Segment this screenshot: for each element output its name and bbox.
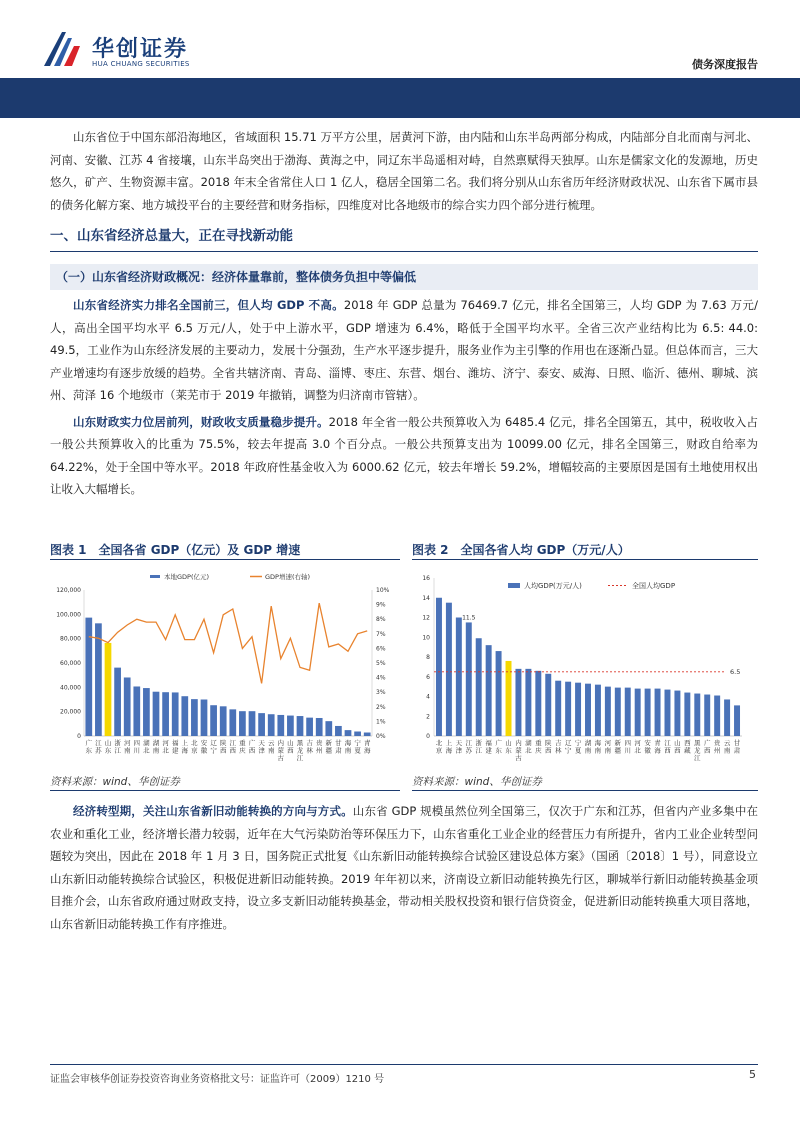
bar-内蒙古 — [277, 715, 284, 736]
x-tick-label: 湖北 — [143, 739, 150, 755]
x-tick-label: 海南 — [344, 739, 352, 755]
bar-重庆 — [239, 711, 246, 736]
x-tick-label: 天津 — [258, 739, 265, 755]
bar-河北 — [162, 692, 169, 736]
logo-mark-icon — [40, 28, 84, 68]
x-tick-label: 湖北 — [525, 739, 532, 755]
paragraph-lead: 山东财政实力位居前列，财政收支质量稳步提升。 — [73, 414, 329, 429]
bar-陕西 — [220, 706, 227, 736]
figure1-caption: 图表 1 全国各省 GDP（亿元）及 GDP 增速 — [50, 540, 400, 560]
subsection-heading: （一）山东省经济财政概况：经济体量靠前，整体债务负担中等偏低 — [50, 264, 758, 290]
y2-tick-label: 10% — [376, 587, 390, 594]
x-tick-label: 四川 — [133, 739, 141, 755]
bar-湖北 — [525, 669, 531, 736]
x-tick-label: 内蒙古 — [277, 739, 285, 762]
x-tick-label: 江西 — [664, 739, 671, 755]
bar-青海 — [364, 733, 371, 736]
y-tick-label: 0 — [77, 733, 81, 740]
bar-青海 — [655, 689, 661, 736]
bar-湖南 — [585, 684, 591, 736]
x-tick-label: 河南 — [604, 739, 612, 755]
y2-tick-label: 7% — [376, 630, 386, 638]
y-tick-label: 6 — [426, 673, 430, 681]
figure2-caption: 图表 2 全国各省人均 GDP（万元/人） — [412, 540, 758, 560]
x-tick-label: 海南 — [594, 739, 602, 755]
x-tick-label: 广东 — [85, 739, 93, 755]
bar-北京 — [191, 699, 198, 736]
bar-吉林 — [306, 718, 313, 736]
bar-天津 — [456, 618, 462, 737]
bar-山西 — [674, 691, 680, 736]
bar-山东 — [105, 643, 112, 736]
y-tick-label: 0 — [426, 733, 430, 740]
x-tick-label: 河北 — [634, 739, 641, 755]
bar-四川 — [133, 686, 140, 736]
footer-license: 证监会审核华创证券投资咨询业务资格批文号：证监许可（2009）1210 号 — [50, 1074, 385, 1085]
y2-tick-label: 8% — [376, 616, 386, 624]
x-tick-label: 天津 — [455, 739, 463, 755]
company-logo — [40, 26, 210, 70]
paragraph-gdp — [50, 294, 758, 407]
x-tick-label: 宁夏 — [574, 739, 582, 755]
x-tick-label: 安徽 — [200, 739, 208, 755]
bar-甘肃 — [335, 726, 342, 736]
bar-上海 — [446, 603, 452, 736]
bar-四川 — [625, 688, 631, 736]
national-average-label: 6.5 — [730, 667, 741, 676]
bar-黑龙江 — [694, 694, 700, 736]
legend-label-growth: GDP增速(右轴) — [265, 573, 311, 581]
section-heading: 一、山东省经济总量大，正在寻找新动能 — [50, 222, 758, 252]
x-tick-label: 吉林 — [306, 739, 313, 755]
bar-新疆 — [325, 721, 332, 736]
y-tick-label: 16 — [422, 575, 430, 582]
figure1-rule — [50, 790, 400, 791]
page-number: 5 — [749, 1068, 756, 1081]
bar-宁夏 — [575, 683, 581, 736]
bar-辽宁 — [565, 682, 571, 736]
legend-label-per-capita: 人均GDP(万元/人) — [524, 582, 582, 590]
y-tick-label: 60,000 — [60, 660, 81, 667]
paragraph-text: 山东省 GDP 规模虽然位列全国第三，仅次于广东和江苏，但省内产业多集中在农业和重化工业，经济增长潜力较弱，近年在大气污染防治等环保压力下，山东省重化工业企业的经营压力有所提升，省内工业企业转型问题较为突出，因此在 2018 年 1 月 3 日，国务院正式批复《山东新旧动能转换综合试验区建设总体方案》（国函〔2018〕1 号），同意设立山东新旧动能转换综合试验区，积极促进新旧动能转换。2019 年年初以来，济南设立新旧动能转换先行区，聊城举行新旧动能转换基金项目推介会，山东省政府通过财政支持，设立多支新旧动能转换基金，带动相关股权投资和银行信贷资金，促进新旧动能转换重大项目落地，山东省新旧动能转换工作有序推进。 — [50, 804, 758, 931]
y2-tick-label: 6% — [376, 645, 386, 653]
x-tick-label: 浙江 — [475, 739, 482, 755]
x-tick-label: 新疆 — [614, 739, 622, 755]
gdp-chart — [50, 564, 400, 770]
y2-tick-label: 3% — [376, 689, 386, 697]
intro-paragraph: 山东省位于中国东部沿海地区，省域面积 15.71 万平方公里，居黄河下游，由内陆和山东半岛两部分构成，内陆部分自北而南与河北、河南、安徽、江苏 4 省接壤，山东半岛突出于渤海、黄海之中，同辽东半岛遥相对峙，自然禀赋得天独厚。山东是儒家文化的发源地，历史悠久，矿产、生物资源丰富。2018 年末全省常住人口 1 亿人，稳居全国第二名。我们将分别从山东省历年经济财政状况、山东省下属市县的债务化解方案、地方城投平台的主要经营和财务指标，四维度对比各地级市的综合实力四个部分进行梳理。 — [50, 130, 758, 212]
main-content — [50, 126, 758, 501]
y2-tick-label: 1% — [376, 718, 386, 726]
bar-海南 — [345, 730, 352, 736]
x-tick-label: 陕西 — [545, 739, 552, 755]
bar-浙江 — [476, 638, 482, 736]
y-tick-label: 14 — [422, 594, 430, 602]
bar-重庆 — [535, 671, 541, 736]
y-tick-label: 8 — [426, 654, 430, 661]
x-tick-label: 安徽 — [644, 739, 651, 755]
x-tick-label: 河南 — [123, 739, 131, 755]
paragraph-transition — [50, 800, 758, 935]
bar-江苏 — [95, 623, 102, 736]
x-tick-label: 广西 — [248, 739, 256, 755]
x-tick-label: 福建 — [171, 739, 179, 755]
bar-福建 — [172, 692, 179, 736]
y-tick-label: 40,000 — [60, 684, 81, 692]
y-tick-label: 12 — [422, 614, 430, 622]
legend-swatch-gdp — [150, 575, 160, 578]
x-tick-label: 贵州 — [713, 739, 721, 755]
x-tick-label: 江苏 — [465, 739, 473, 755]
x-tick-label: 江苏 — [95, 739, 102, 755]
bar-湖北 — [143, 688, 150, 736]
x-tick-label: 黑龙江 — [694, 739, 701, 762]
x-tick-label: 重庆 — [535, 739, 542, 755]
y2-tick-label: 5% — [376, 660, 386, 667]
bar-上海 — [181, 696, 188, 736]
y2-tick-label: 4% — [376, 674, 386, 682]
chart1-legend — [150, 572, 310, 581]
x-tick-label: 新疆 — [325, 739, 333, 755]
bar-江苏 — [466, 622, 472, 736]
bar-云南 — [724, 699, 730, 736]
x-tick-label: 贵州 — [315, 739, 323, 755]
x-tick-label: 山东 — [104, 739, 112, 755]
bar-江西 — [229, 709, 236, 736]
paragraph-text: 2018 年全省一般公共预算收入为 6485.4 亿元，排名全国第五，其中，税收收入占一般公共预算收入的比重为 75.5%，较去年提高 3.0 个百分点。一般公共预算支出为 10099.00 亿元，排名全国第三，财政自给率为 64.22%，处于全国中等水平。2018 年政府性基金收入为 6000.62 亿元，较去年增长 59.2%，增幅较高的主要原因是国有土地使用权出让收入大幅增长。 — [50, 414, 759, 496]
bar-黑龙江 — [297, 716, 304, 736]
chart2-legend — [508, 581, 675, 590]
y-tick-label: 2 — [426, 713, 430, 721]
x-tick-label: 辽宁 — [564, 739, 572, 755]
bar-安徽 — [645, 689, 651, 736]
x-tick-label: 上海 — [181, 739, 189, 755]
legend-label-national: 全国人均GDP — [632, 582, 676, 590]
bar-甘肃 — [734, 705, 740, 736]
x-tick-label: 吉林 — [554, 739, 562, 755]
x-tick-label: 甘肃 — [733, 739, 741, 755]
legend-swatch-per-capita — [508, 583, 520, 588]
y2-tick-label: 0% — [376, 733, 386, 740]
footer-rule — [50, 1064, 758, 1065]
y2-tick-label: 2% — [376, 703, 386, 711]
y-tick-label: 10 — [422, 634, 430, 642]
y-tick-label: 4 — [426, 693, 430, 701]
bar-内蒙古 — [515, 669, 521, 736]
x-tick-label: 北京 — [191, 739, 198, 755]
x-tick-label: 广东 — [495, 739, 502, 755]
bar-贵州 — [714, 696, 720, 736]
x-tick-label: 浙江 — [114, 739, 121, 755]
x-tick-label: 内蒙古 — [515, 739, 522, 762]
paragraph-lead: 山东省经济实力排名全国前三，但人均 GDP 不高。 — [73, 298, 344, 312]
bar-云南 — [268, 714, 275, 736]
bar-河北 — [635, 689, 641, 736]
figure2-source: 资料来源：wind、华创证券 — [412, 776, 542, 788]
bar-北京 — [436, 598, 442, 736]
bar-贵州 — [316, 718, 323, 736]
bar-江西 — [665, 690, 671, 736]
x-tick-label: 北京 — [435, 739, 443, 755]
bar-河南 — [124, 677, 131, 736]
growth-line — [89, 603, 367, 683]
header-band — [0, 78, 800, 118]
main-content-continued — [50, 800, 758, 935]
bar-山西 — [287, 716, 294, 736]
bar-安徽 — [201, 700, 208, 737]
y-tick-label: 100,000 — [56, 611, 81, 619]
paragraph-lead: 经济转型期，关注山东省新旧动能转换的方向与方式。 — [73, 804, 353, 818]
x-tick-label: 河北 — [162, 739, 169, 755]
bar-湖南 — [153, 692, 160, 736]
x-tick-label: 上海 — [445, 739, 453, 755]
x-tick-label: 青海 — [654, 739, 661, 755]
paragraph-text: 2018 年 GDP 总量为 76469.7 亿元，排名全国第三，人均 GDP 为 7.63 万元/人，高出全国平均水平 6.5 万元/人，处于中上游水平，GDP 增速为 6.4%，略低于全国平均水平。全省三次产业结构比为 6.5: 44.0: 49.5，工业作为山东经济发展的主要动力，发展十分强劲，生产水平逐步提升，服务业作为主引擎的作用也在逐渐凸显。但总体而言，三大产业增速均有逐步放缓的趋势。全省共辖济南、青岛、淄博、枣庄、东营、烟台、潍坊、济宁、泰安、威海、日照、临沂、德州、聊城、滨州、菏泽 16 个地级市（莱芜市于 2019 年撤销，调整为归济南市管辖）。 — [50, 298, 758, 402]
report-type: 债务深度报告 — [692, 58, 758, 71]
bar-天津 — [258, 713, 265, 736]
x-tick-label: 湖南 — [152, 739, 160, 755]
company-name-cn: 华创证券 — [92, 37, 189, 62]
bar-陕西 — [545, 674, 551, 736]
x-tick-label: 山西 — [287, 739, 294, 755]
x-tick-label: 宁夏 — [354, 739, 361, 755]
y-tick-label: 20,000 — [60, 708, 81, 716]
bar-辽宁 — [210, 705, 217, 736]
x-tick-label: 云南 — [723, 739, 731, 755]
x-tick-label: 甘肃 — [335, 739, 342, 755]
bar-吉林 — [555, 681, 561, 736]
bar-海南 — [595, 685, 601, 736]
x-tick-label: 黑龙江 — [296, 739, 304, 762]
x-tick-label: 山西 — [674, 739, 681, 755]
x-tick-label: 福建 — [485, 739, 492, 755]
bar-宁夏 — [354, 731, 361, 736]
x-tick-label: 重庆 — [239, 739, 246, 755]
bar-广西 — [249, 711, 256, 736]
x-tick-label: 青海 — [363, 739, 371, 755]
x-tick-label: 湖南 — [584, 739, 592, 755]
paragraph-finance — [50, 411, 758, 501]
y-tick-label: 120,000 — [56, 587, 81, 594]
x-tick-label: 四川 — [624, 739, 631, 755]
y-tick-label: 80,000 — [60, 635, 81, 643]
bar-浙江 — [114, 668, 121, 736]
figure2-rule — [412, 790, 758, 791]
x-tick-label: 山东 — [505, 739, 512, 755]
x-tick-label: 陕西 — [219, 739, 227, 755]
y2-tick-label: 9% — [376, 601, 386, 609]
bar-西藏 — [684, 693, 690, 736]
bar-新疆 — [615, 688, 621, 736]
x-tick-label: 西藏 — [684, 739, 691, 755]
bar-福建 — [486, 645, 492, 736]
company-name-en: HUA CHUANG SECURITIES — [92, 60, 190, 68]
x-tick-label: 辽宁 — [210, 739, 217, 755]
legend-label-gdp: 本地GDP(亿元) — [164, 573, 210, 581]
bar-广西 — [704, 695, 710, 736]
bar-广东 — [85, 618, 92, 736]
x-tick-label: 云南 — [267, 739, 275, 755]
x-tick-label: 江西 — [229, 739, 237, 755]
data-label: 11.5 — [462, 614, 476, 622]
x-tick-label: 广西 — [703, 739, 711, 755]
per-capita-gdp-chart — [412, 564, 758, 770]
bar-河南 — [605, 687, 611, 736]
bar-广东 — [496, 651, 502, 736]
figure1-source: 资料来源：wind、华创证券 — [50, 776, 180, 788]
